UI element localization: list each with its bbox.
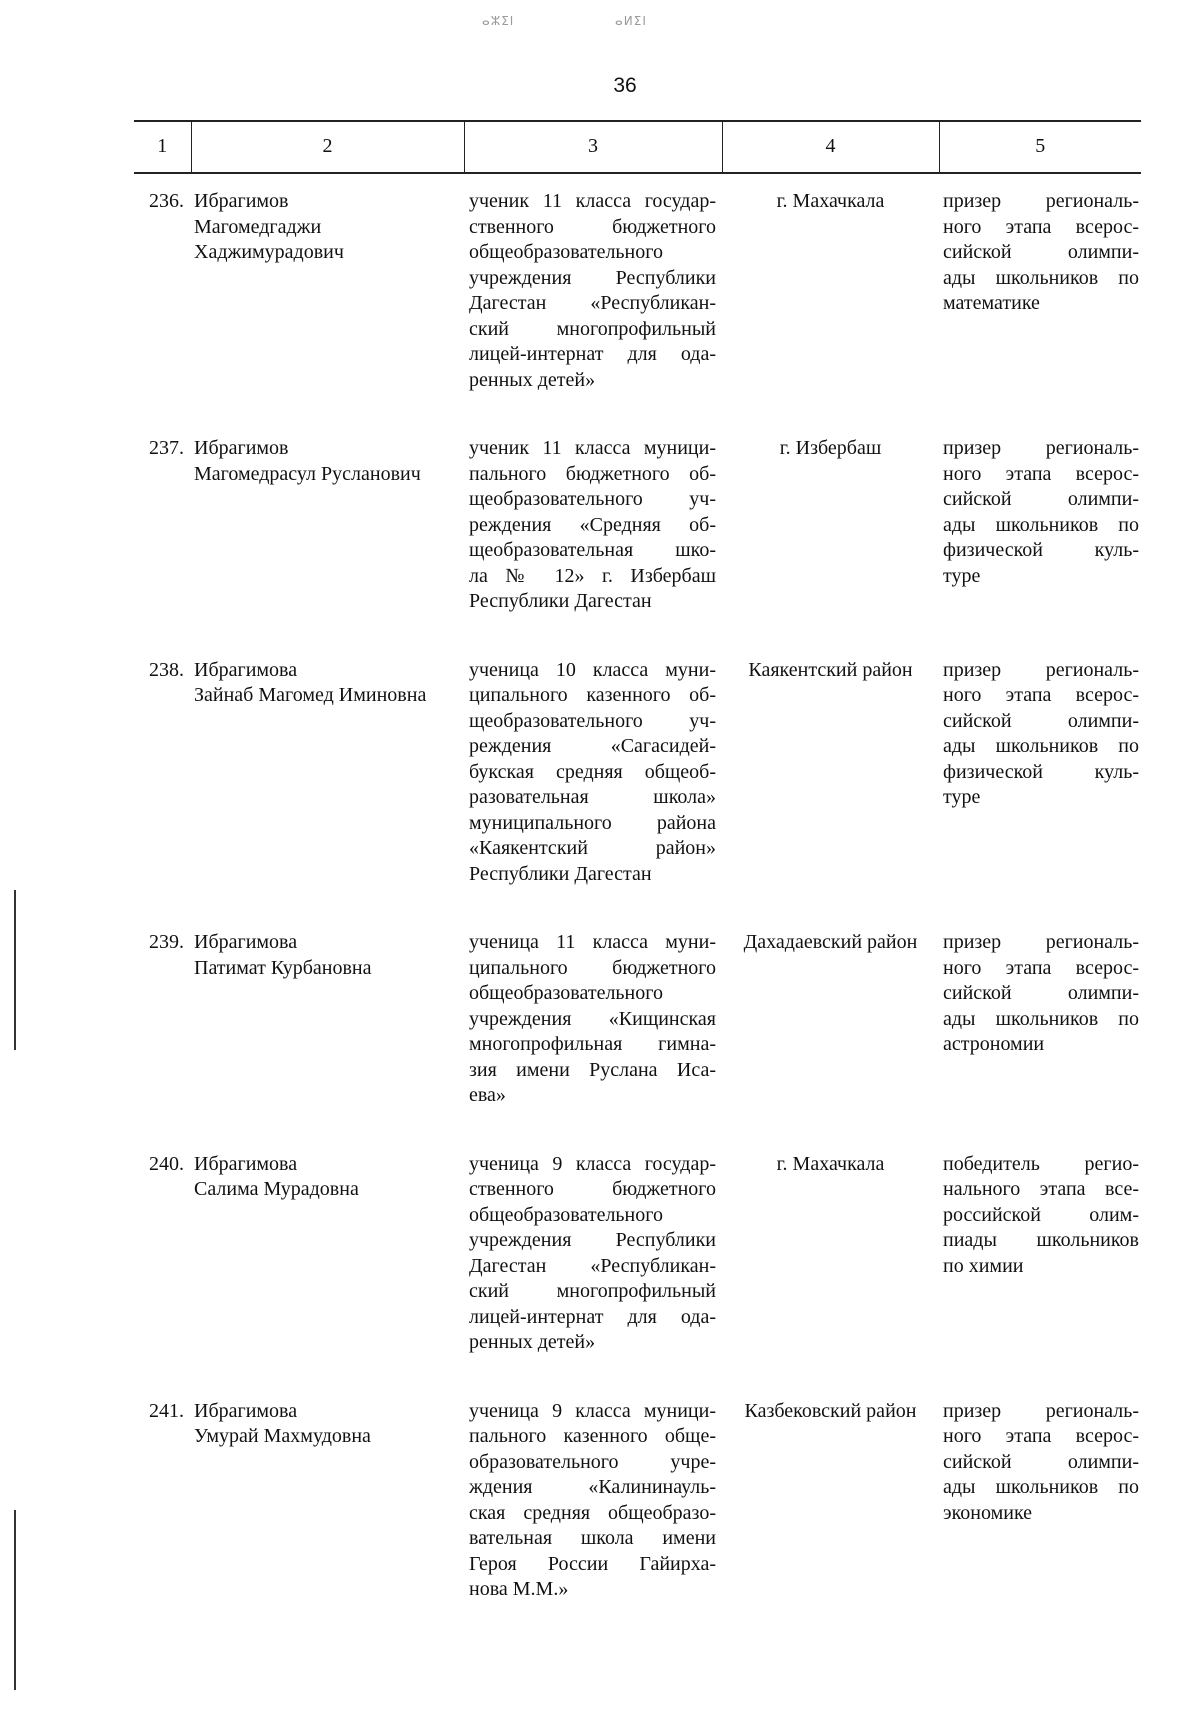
award-status-line: пиады школьников bbox=[943, 1229, 1139, 1251]
school-description bbox=[464, 643, 722, 916]
school-description-line: нова М.М.» bbox=[469, 1578, 569, 1600]
scan-edge-line bbox=[14, 1510, 16, 1690]
award-status-line: нального этапа все- bbox=[943, 1178, 1139, 1200]
location: Казбековский район bbox=[744, 1399, 917, 1422]
award-status-line: сийской олимпи- bbox=[943, 709, 1139, 732]
award-status-line: ады школьников по bbox=[943, 1007, 1139, 1030]
award-status-line: математике bbox=[943, 292, 1040, 314]
school-description-line: ская средняя общеобразо- bbox=[469, 1501, 716, 1524]
school-description-line: общеобразовательного bbox=[469, 241, 663, 263]
school-description-line: Героя России Гайирха- bbox=[469, 1552, 716, 1575]
column-header: 4 bbox=[722, 121, 939, 173]
award-status-line: ного этапа всерос- bbox=[943, 956, 1139, 979]
school-description-line: «Каякентский район» bbox=[469, 837, 716, 859]
award-status-line: экономике bbox=[943, 1501, 1033, 1524]
student-name-line: Ибрагимова bbox=[194, 931, 298, 953]
school-description-line: образовательного учре- bbox=[469, 1450, 716, 1473]
award-status bbox=[939, 1137, 1141, 1384]
school-description bbox=[464, 915, 722, 1137]
school-description-line: букская средняя общеоб- bbox=[469, 760, 716, 783]
school-description-line: ственного бюджетного bbox=[469, 215, 716, 238]
award-status-line: туре bbox=[943, 786, 981, 808]
school-description-line: ципального казенного об- bbox=[469, 684, 716, 706]
school-description-line: щеобразовательного уч- bbox=[469, 709, 716, 732]
student-name-line: Магомедрасул Русланович bbox=[194, 462, 421, 485]
school-description-line: многопрофильная гимна- bbox=[469, 1033, 716, 1055]
school-description-line: реждения «Средняя об- bbox=[469, 513, 716, 536]
award-status-line: призер региональ- bbox=[943, 437, 1139, 459]
award-status-line: физической куль- bbox=[943, 539, 1139, 561]
page-number: 36 bbox=[613, 74, 637, 97]
school-description-line: Республики Дагестан bbox=[469, 862, 652, 885]
school-description-line: ученица 9 класса муници- bbox=[469, 1399, 716, 1422]
school-description-line: ренных детей» bbox=[469, 1331, 596, 1353]
column-header: 3 bbox=[464, 121, 722, 173]
location: г. Махачкала bbox=[776, 1152, 885, 1175]
student-name-line: Салима Мурадовна bbox=[194, 1178, 359, 1200]
award-status-line: туре bbox=[943, 564, 981, 587]
school-description-line: реждения «Сагасидей- bbox=[469, 735, 716, 757]
school-description-line: общеобразовательного bbox=[469, 982, 663, 1004]
school-description-line: Дагестан «Республикан- bbox=[469, 1254, 716, 1277]
student-name-line: Ибрагимова bbox=[194, 1152, 298, 1175]
school-description-line: общеобразовательного bbox=[469, 1203, 663, 1226]
column-header: 5 bbox=[939, 121, 1141, 173]
scan-edge-line bbox=[14, 890, 16, 1050]
school-description-line: ский многопрофильный bbox=[469, 317, 716, 340]
school-description-line: муниципального района bbox=[469, 811, 716, 834]
table-row bbox=[134, 1384, 1141, 1603]
school-description-line: ренных детей» bbox=[469, 368, 596, 391]
column-header: 1 bbox=[134, 121, 191, 173]
school-description-line: пального казенного обще- bbox=[469, 1425, 716, 1447]
award-status-line: сийской олимпи- bbox=[943, 488, 1139, 510]
scan-artifact-mark: ⴰⵣⵉⵏ bbox=[482, 14, 515, 28]
school-description-line: Дагестан «Республикан- bbox=[469, 292, 716, 314]
scan-artifact-mark: ⴰⵍⵉⵏ bbox=[615, 14, 647, 28]
student-name bbox=[191, 1137, 464, 1384]
student-name-line: Ибрагимов bbox=[194, 437, 289, 459]
school-description-line: щеобразовательного уч- bbox=[469, 488, 716, 510]
award-status-line: сийской олимпи- bbox=[943, 982, 1139, 1004]
award-status-line: ного этапа всерос- bbox=[943, 1425, 1139, 1447]
school-description-line: ла № 12» г. Избербаш bbox=[469, 564, 716, 587]
award-status bbox=[939, 915, 1141, 1137]
school-description-line: ципального бюджетного bbox=[469, 956, 716, 979]
school-description-line: учреждения Республики bbox=[469, 266, 716, 289]
award-status-line: ного этапа всерос- bbox=[943, 684, 1139, 706]
award-status-line: ады школьников по bbox=[943, 1476, 1139, 1498]
award-status-line: сийской олимпи- bbox=[943, 1450, 1139, 1473]
student-name-line: Патимат Курбановна bbox=[194, 956, 372, 979]
location: г. Махачкала bbox=[776, 190, 885, 212]
student-name-line: Ибрагимова bbox=[194, 658, 298, 681]
school-description-line: ева» bbox=[469, 1084, 506, 1106]
school-description-line: лицей-интернат для ода- bbox=[469, 1305, 716, 1328]
student-name bbox=[191, 421, 464, 643]
award-status bbox=[939, 1384, 1141, 1603]
award-status-line: призер региональ- bbox=[943, 190, 1139, 212]
student-name bbox=[191, 643, 464, 916]
table-row bbox=[134, 643, 1141, 916]
school-description-line: ученица 11 класса муни- bbox=[469, 931, 716, 953]
award-status-line: призер региональ- bbox=[943, 931, 1139, 953]
school-description-line: ученик 11 класса государ- bbox=[469, 190, 716, 212]
student-name-line: Хаджимурадович bbox=[194, 241, 344, 263]
award-status-line: ады школьников по bbox=[943, 513, 1139, 536]
column-header: 2 bbox=[191, 121, 464, 173]
row-number: 237. bbox=[149, 437, 184, 459]
table-row bbox=[134, 915, 1141, 1137]
school-description-line: пального бюджетного об- bbox=[469, 462, 716, 485]
student-name-line: Умурай Махмудовна bbox=[194, 1425, 371, 1447]
award-status bbox=[939, 173, 1141, 421]
award-status-line: по химии bbox=[943, 1254, 1024, 1277]
school-description-line: учреждения Республики bbox=[469, 1229, 716, 1251]
school-description-line: ученик 11 класса муници- bbox=[469, 437, 716, 459]
table-row bbox=[134, 173, 1141, 421]
award-status bbox=[939, 421, 1141, 643]
student-name-line: Ибрагимов bbox=[194, 190, 289, 212]
table-body bbox=[134, 173, 1141, 1603]
school-description bbox=[464, 1384, 722, 1603]
student-name bbox=[191, 915, 464, 1137]
award-status-line: победитель регио- bbox=[943, 1152, 1139, 1175]
location: Дахадаевский район bbox=[743, 931, 918, 953]
school-description-line: вательная школа имени bbox=[469, 1527, 716, 1549]
table-row bbox=[134, 421, 1141, 643]
table-row bbox=[134, 1137, 1141, 1384]
school-description-line: зия имени Руслана Иса- bbox=[469, 1058, 716, 1081]
school-description-line: ственного бюджетного bbox=[469, 1178, 716, 1200]
school-description-line: ский многопрофильный bbox=[469, 1280, 716, 1302]
awards-table bbox=[134, 120, 1141, 1603]
school-description-line: лицей-интернат для ода- bbox=[469, 343, 716, 365]
location: г. Избербаш bbox=[779, 437, 882, 459]
school-description bbox=[464, 1137, 722, 1384]
award-status-line: сийской олимпи- bbox=[943, 241, 1139, 263]
student-name-line: Магомедгаджи bbox=[194, 215, 322, 238]
row-number: 238. bbox=[149, 658, 184, 681]
school-description-line: Республики Дагестан bbox=[469, 590, 652, 612]
student-name bbox=[191, 173, 464, 421]
row-number: 239. bbox=[149, 931, 184, 953]
award-status-line: физической куль- bbox=[943, 760, 1139, 783]
award-status-line: астрономии bbox=[943, 1033, 1045, 1055]
header-row bbox=[134, 121, 1141, 173]
school-description-line: ученица 10 класса муни- bbox=[469, 658, 716, 681]
award-status-line: ного этапа всерос- bbox=[943, 215, 1139, 238]
school-description-line: разовательная школа» bbox=[469, 786, 716, 808]
award-status-line: призер региональ- bbox=[943, 658, 1139, 681]
school-description-line: ждения «Калининауль- bbox=[469, 1476, 716, 1498]
school-description-line: щеобразовательная шко- bbox=[469, 539, 716, 561]
school-description bbox=[464, 421, 722, 643]
row-number: 236. bbox=[149, 190, 184, 212]
school-description-line: ученица 9 класса государ- bbox=[469, 1152, 716, 1175]
award-status-line: ады школьников по bbox=[943, 266, 1139, 289]
location: Каякентский район bbox=[748, 658, 913, 681]
student-name-line: Зайнаб Магомед Иминовна bbox=[194, 684, 427, 706]
award-status-line: российской олим- bbox=[943, 1203, 1139, 1226]
student-name-line: Ибрагимова bbox=[194, 1399, 298, 1422]
award-status-line: призер региональ- bbox=[943, 1399, 1139, 1422]
award-status bbox=[939, 643, 1141, 916]
school-description bbox=[464, 173, 722, 421]
school-description-line: учреждения «Кищинская bbox=[469, 1007, 716, 1030]
student-name bbox=[191, 1384, 464, 1603]
award-status-line: ады школьников по bbox=[943, 735, 1139, 757]
award-status-line: ного этапа всерос- bbox=[943, 462, 1139, 485]
row-number: 241. bbox=[149, 1399, 184, 1422]
row-number: 240. bbox=[149, 1152, 184, 1175]
